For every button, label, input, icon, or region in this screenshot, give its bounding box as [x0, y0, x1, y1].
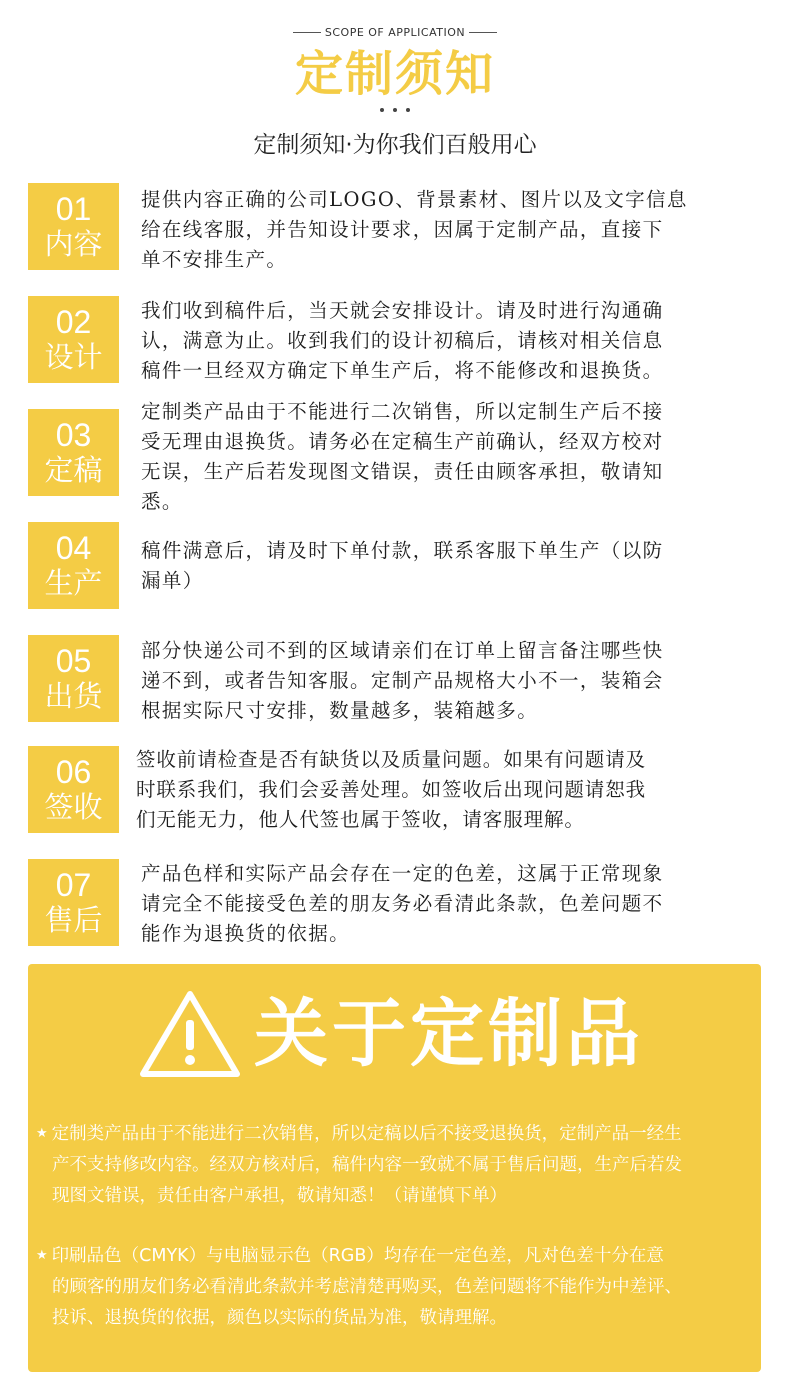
scope-left-rule [293, 32, 321, 33]
star-icon: ★ [36, 1126, 48, 1141]
step-line: 无误，生产后若发现图文错误，责任由顾客承担，敬请知 [141, 460, 664, 483]
step-line: 单不安排生产。 [141, 248, 288, 271]
step-badge [28, 409, 119, 496]
step-line: 们无能无力，他人代签也属于签收，请客服理解。 [136, 808, 585, 831]
step-line: 受无理由退换货。请务必在定稿生产前确认，经双方校对 [141, 430, 664, 453]
step-line: 产品色样和实际产品会存在一定的色差，这属于正常现象 [141, 862, 664, 885]
step-line: 定制类产品由于不能进行二次销售，所以定制生产后不接 [141, 400, 664, 423]
step-label: 签收 [44, 789, 103, 824]
step-badge [28, 859, 119, 946]
step-label: 定稿 [44, 452, 103, 487]
step-number: 02 [55, 303, 92, 340]
scope-text: SCOPE OF APPLICATION [324, 26, 466, 39]
star-icon: ★ [36, 1248, 48, 1263]
step-line: 提供内容正确的公司LOGO、背景素材、图片以及文字信息 [141, 188, 688, 211]
step-line: 请完全不能接受色差的朋友务必看清此条款，色差问题不 [141, 892, 664, 915]
notice-paragraph [36, 1240, 758, 1334]
step-badge [28, 183, 119, 270]
step-line: 稿件满意后，请及时下单付款，联系客服下单生产（以防 [141, 539, 664, 562]
step-line: 时联系我们，我们会妥善处理。如签收后出现问题请恕我 [136, 778, 647, 801]
notice-line: 的顾客的朋友们务必看清此条款并考虑清楚再购买，色差问题将不能作为中差评、 [52, 1277, 682, 1297]
step-number: 04 [55, 529, 92, 566]
page-subtitle: 定制须知·为你我们百般用心 [253, 132, 537, 158]
step-line: 认，满意为止。收到我们的设计初稿后，请核对相关信息 [141, 329, 664, 352]
step-badge [28, 635, 119, 722]
notice-line: ★ 定制类产品由于不能进行二次销售，所以定稿以后不接受退换货，定制产品一经生 [36, 1124, 682, 1144]
step-line: 稿件一旦经双方确定下单生产后，将不能修改和退换货。 [141, 359, 664, 382]
step-label: 售后 [44, 902, 103, 937]
notice-paragraph [36, 1118, 758, 1212]
step-label: 出货 [44, 678, 103, 713]
step-line: 悉。 [141, 490, 183, 513]
page-title: 定制须知 [294, 46, 495, 102]
step-description [141, 296, 761, 386]
step-description [136, 745, 756, 835]
notice-line: ★ 印刷品色（CMYK）与电脑显示色（RGB）均存在一定色差，凡对色差十分在意 [36, 1246, 664, 1266]
step-badge [28, 522, 119, 609]
scope-label [0, 26, 790, 39]
step-label: 设计 [44, 339, 103, 374]
step-description [141, 636, 761, 726]
step-line: 递不到，或者告知客服。定制产品规格大小不一，装箱会 [141, 669, 664, 692]
step-line: 我们收到稿件后，当天就会安排设计。请及时进行沟通确 [141, 299, 664, 322]
step-line: 根据实际尺寸安排，数量越多，装箱越多。 [141, 699, 539, 722]
notice-line: 投诉、退换货的依据，颜色以实际的货品为准，敬请理解。 [52, 1308, 507, 1328]
warning-triangle-icon [138, 988, 242, 1080]
step-label: 内容 [44, 226, 103, 261]
notice-line: 现图文错误，责任由客户承担，敬请知悉！（请谨慎下单） [52, 1186, 507, 1206]
scope-right-rule [469, 32, 497, 33]
step-description [141, 397, 761, 517]
step-line: 签收前请检查是否有缺货以及质量问题。如果有问题请及 [136, 748, 647, 771]
step-number: 05 [55, 642, 92, 679]
step-line: 能作为退换货的依据。 [141, 922, 351, 945]
step-number: 03 [55, 416, 92, 453]
step-number: 06 [55, 753, 92, 790]
step-description [141, 185, 761, 275]
custom-product-notice [28, 964, 761, 1372]
notice-line: 产不支持修改内容。经双方核对后，稿件内容一致就不属于售后问题，生产后若发 [52, 1155, 682, 1175]
step-badge [28, 296, 119, 383]
step-description [141, 859, 761, 949]
step-line: 部分快递公司不到的区域请亲们在订单上留言备注哪些快 [141, 639, 664, 662]
step-badge [28, 746, 119, 833]
step-line: 漏单） [141, 569, 204, 592]
step-number: 01 [55, 190, 92, 227]
step-description [141, 536, 761, 596]
step-label: 生产 [44, 565, 103, 600]
title-dots [0, 108, 790, 112]
notice-header [138, 984, 644, 1084]
notice-title: 关于定制品 [254, 991, 644, 1077]
step-line: 给在线客服，并告知设计要求，因属于定制产品，直接下 [141, 218, 664, 241]
step-number: 07 [55, 866, 92, 903]
